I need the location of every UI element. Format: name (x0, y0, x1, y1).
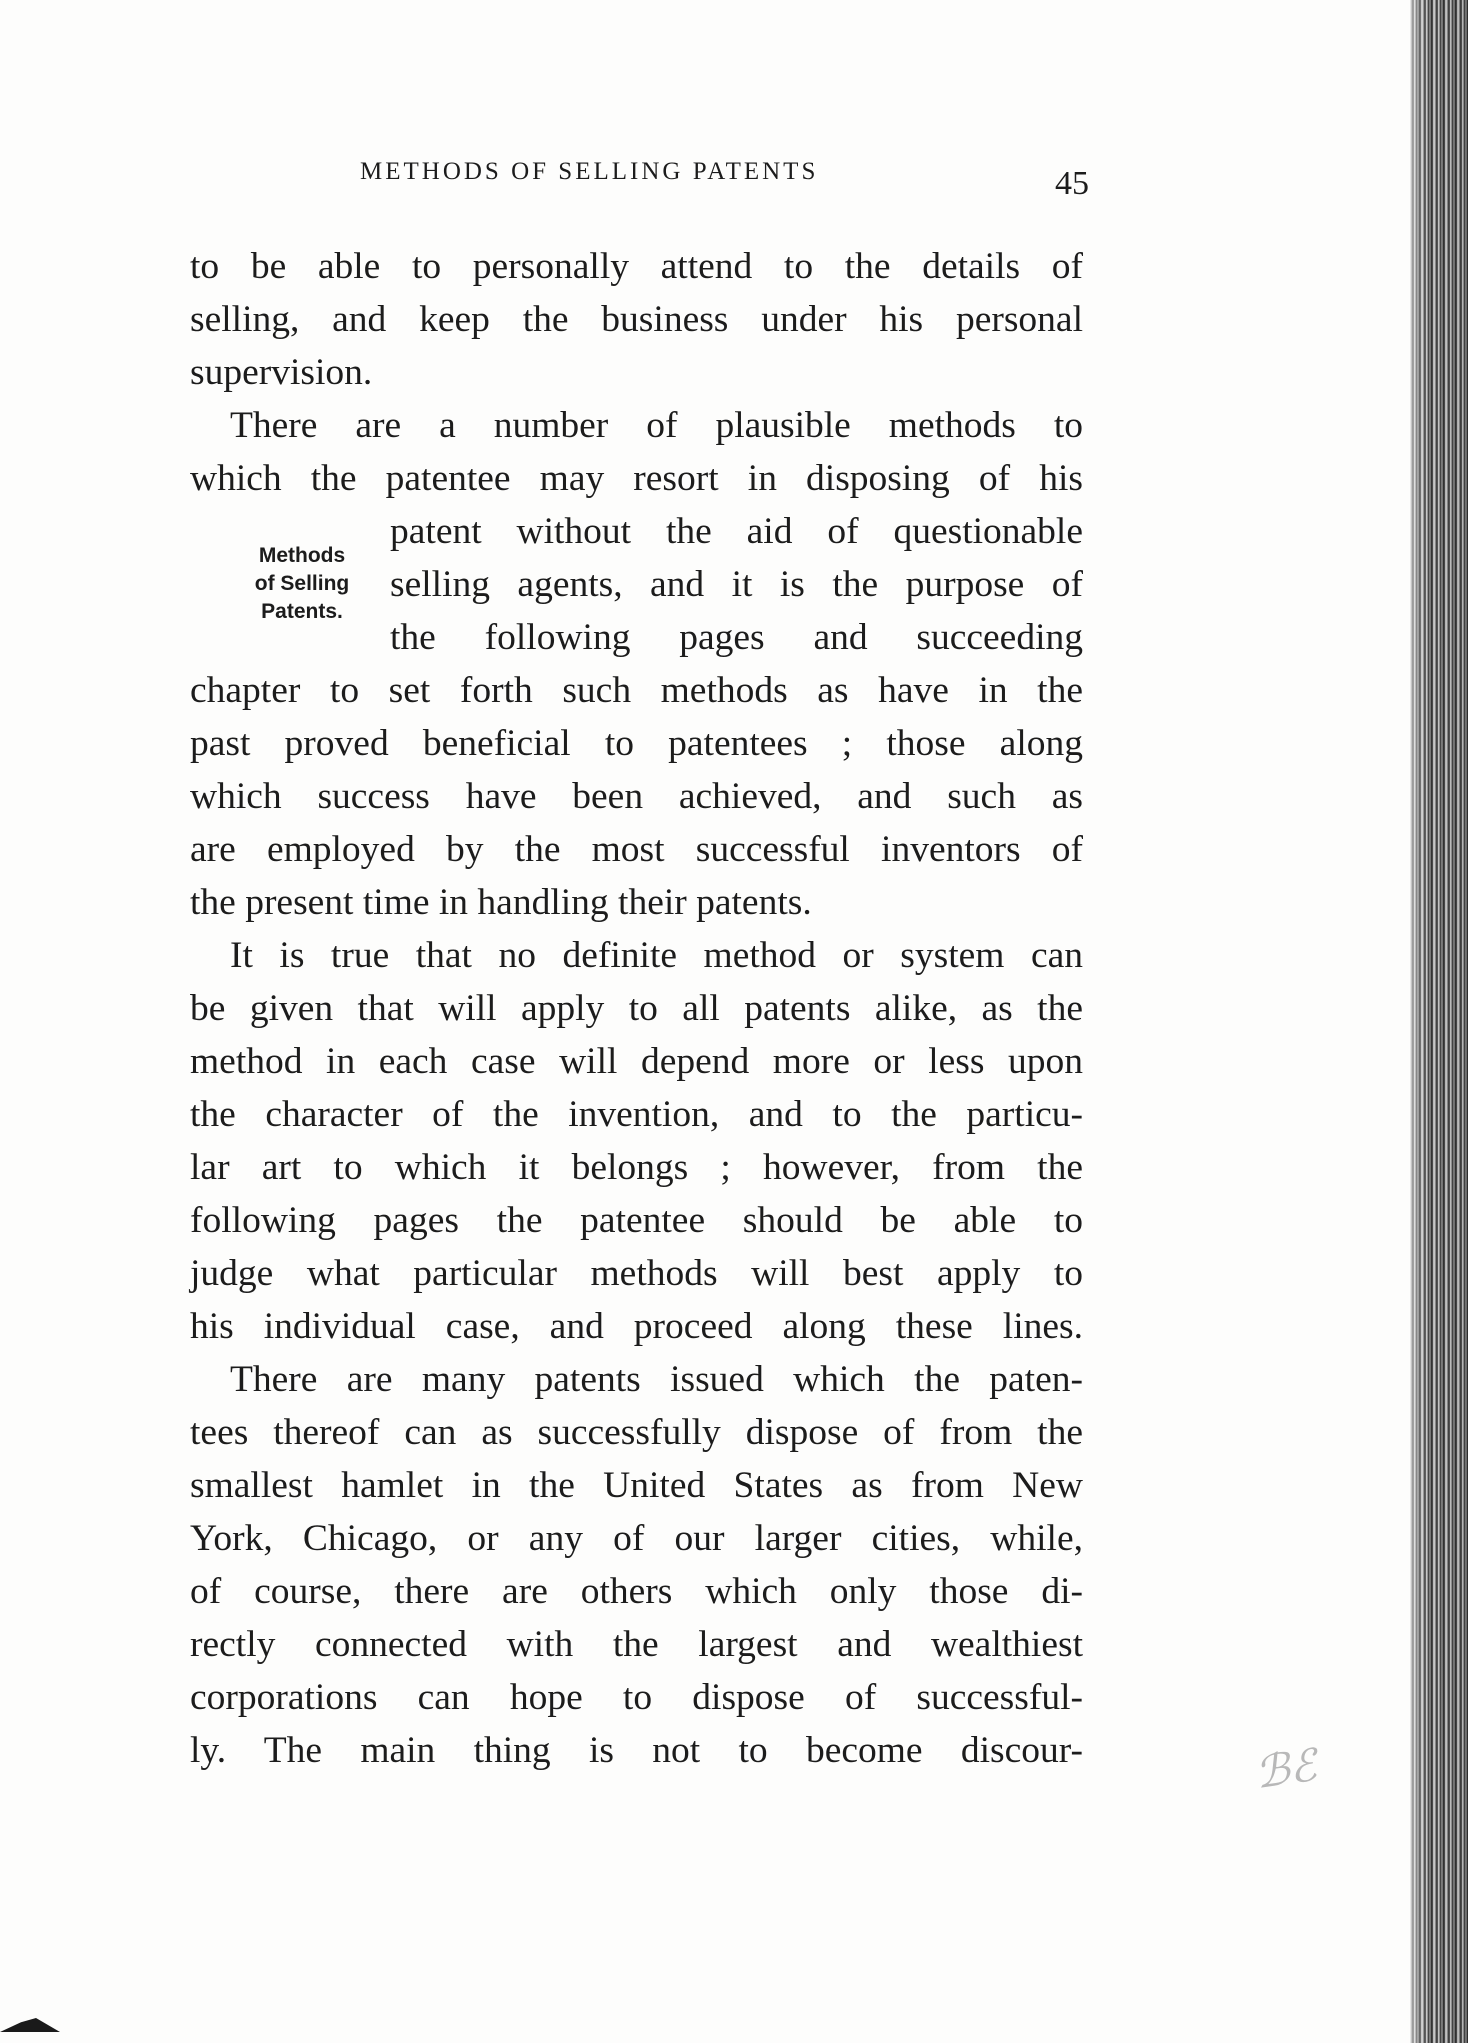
text-line: to be able to personally attend to the details of (190, 246, 1083, 287)
text-line: patent without the aid of questionable (390, 511, 1083, 552)
text-line: chapter to set forth such methods as have in the (190, 670, 1083, 711)
text-line: past proved beneficial to patentees ; those along (190, 723, 1083, 764)
text-line: selling agents, and it is the purpose of (390, 564, 1083, 605)
text-line: of course, there are others which only those di- (190, 1571, 1083, 1612)
text-line: which success have been achieved, and such as (190, 776, 1083, 817)
text-line: supervision. (190, 352, 373, 393)
text-line: be given that will apply to all patents alike, as the (190, 988, 1083, 1029)
text-line: lar art to which it belongs ; however, from the (190, 1147, 1083, 1188)
text-line: the following pages and succeeding (390, 617, 1083, 658)
text-line: It is true that no definite method or system can (230, 935, 1083, 976)
text-line: method in each case will depend more or less upon (190, 1041, 1083, 1082)
text-line: corporations can hope to dispose of successful- (190, 1677, 1083, 1718)
ink-smudge (0, 2018, 60, 2032)
text-line: selling, and keep the business under his personal (190, 299, 1083, 340)
sidenote-line: Patents. (261, 600, 343, 623)
running-header: METHODS OF SELLING PATENTS (360, 158, 819, 185)
sidenote-line: Methods (258, 544, 346, 567)
text-line: following pages the patentee should be able to (190, 1200, 1083, 1241)
text-line: which the patentee may resort in disposing of his (190, 458, 1083, 499)
text-line: smallest hamlet in the United States as from New (190, 1465, 1083, 1506)
text-line: tees thereof can as successfully dispose of from the (190, 1412, 1083, 1453)
sidenote-line: of Selling (254, 572, 350, 595)
margin-sidenote (212, 542, 392, 626)
text-line: rectly connected with the largest and wealthiest (190, 1624, 1083, 1665)
text-line: There are a number of plausible methods to (230, 405, 1083, 446)
text-line: his individual case, and proceed along these lines. (190, 1306, 1083, 1347)
text-line: are employed by the most successful inventors of (190, 829, 1083, 870)
text-line: ly. The main thing is not to become discour- (190, 1730, 1083, 1771)
text-line: judge what particular methods will best apply to (190, 1253, 1083, 1294)
text-line: York, Chicago, or any of our larger cities, while, (190, 1518, 1083, 1559)
text-line: There are many patents issued which the paten- (230, 1359, 1083, 1400)
page-number: 45 (1055, 165, 1089, 202)
text-line: the present time in handling their patents. (190, 882, 812, 923)
text-line: the character of the invention, and to the particu- (190, 1094, 1083, 1135)
binding-shadow (1410, 0, 1468, 2043)
handwritten-mark: ℬℰ (1251, 1739, 1320, 1800)
